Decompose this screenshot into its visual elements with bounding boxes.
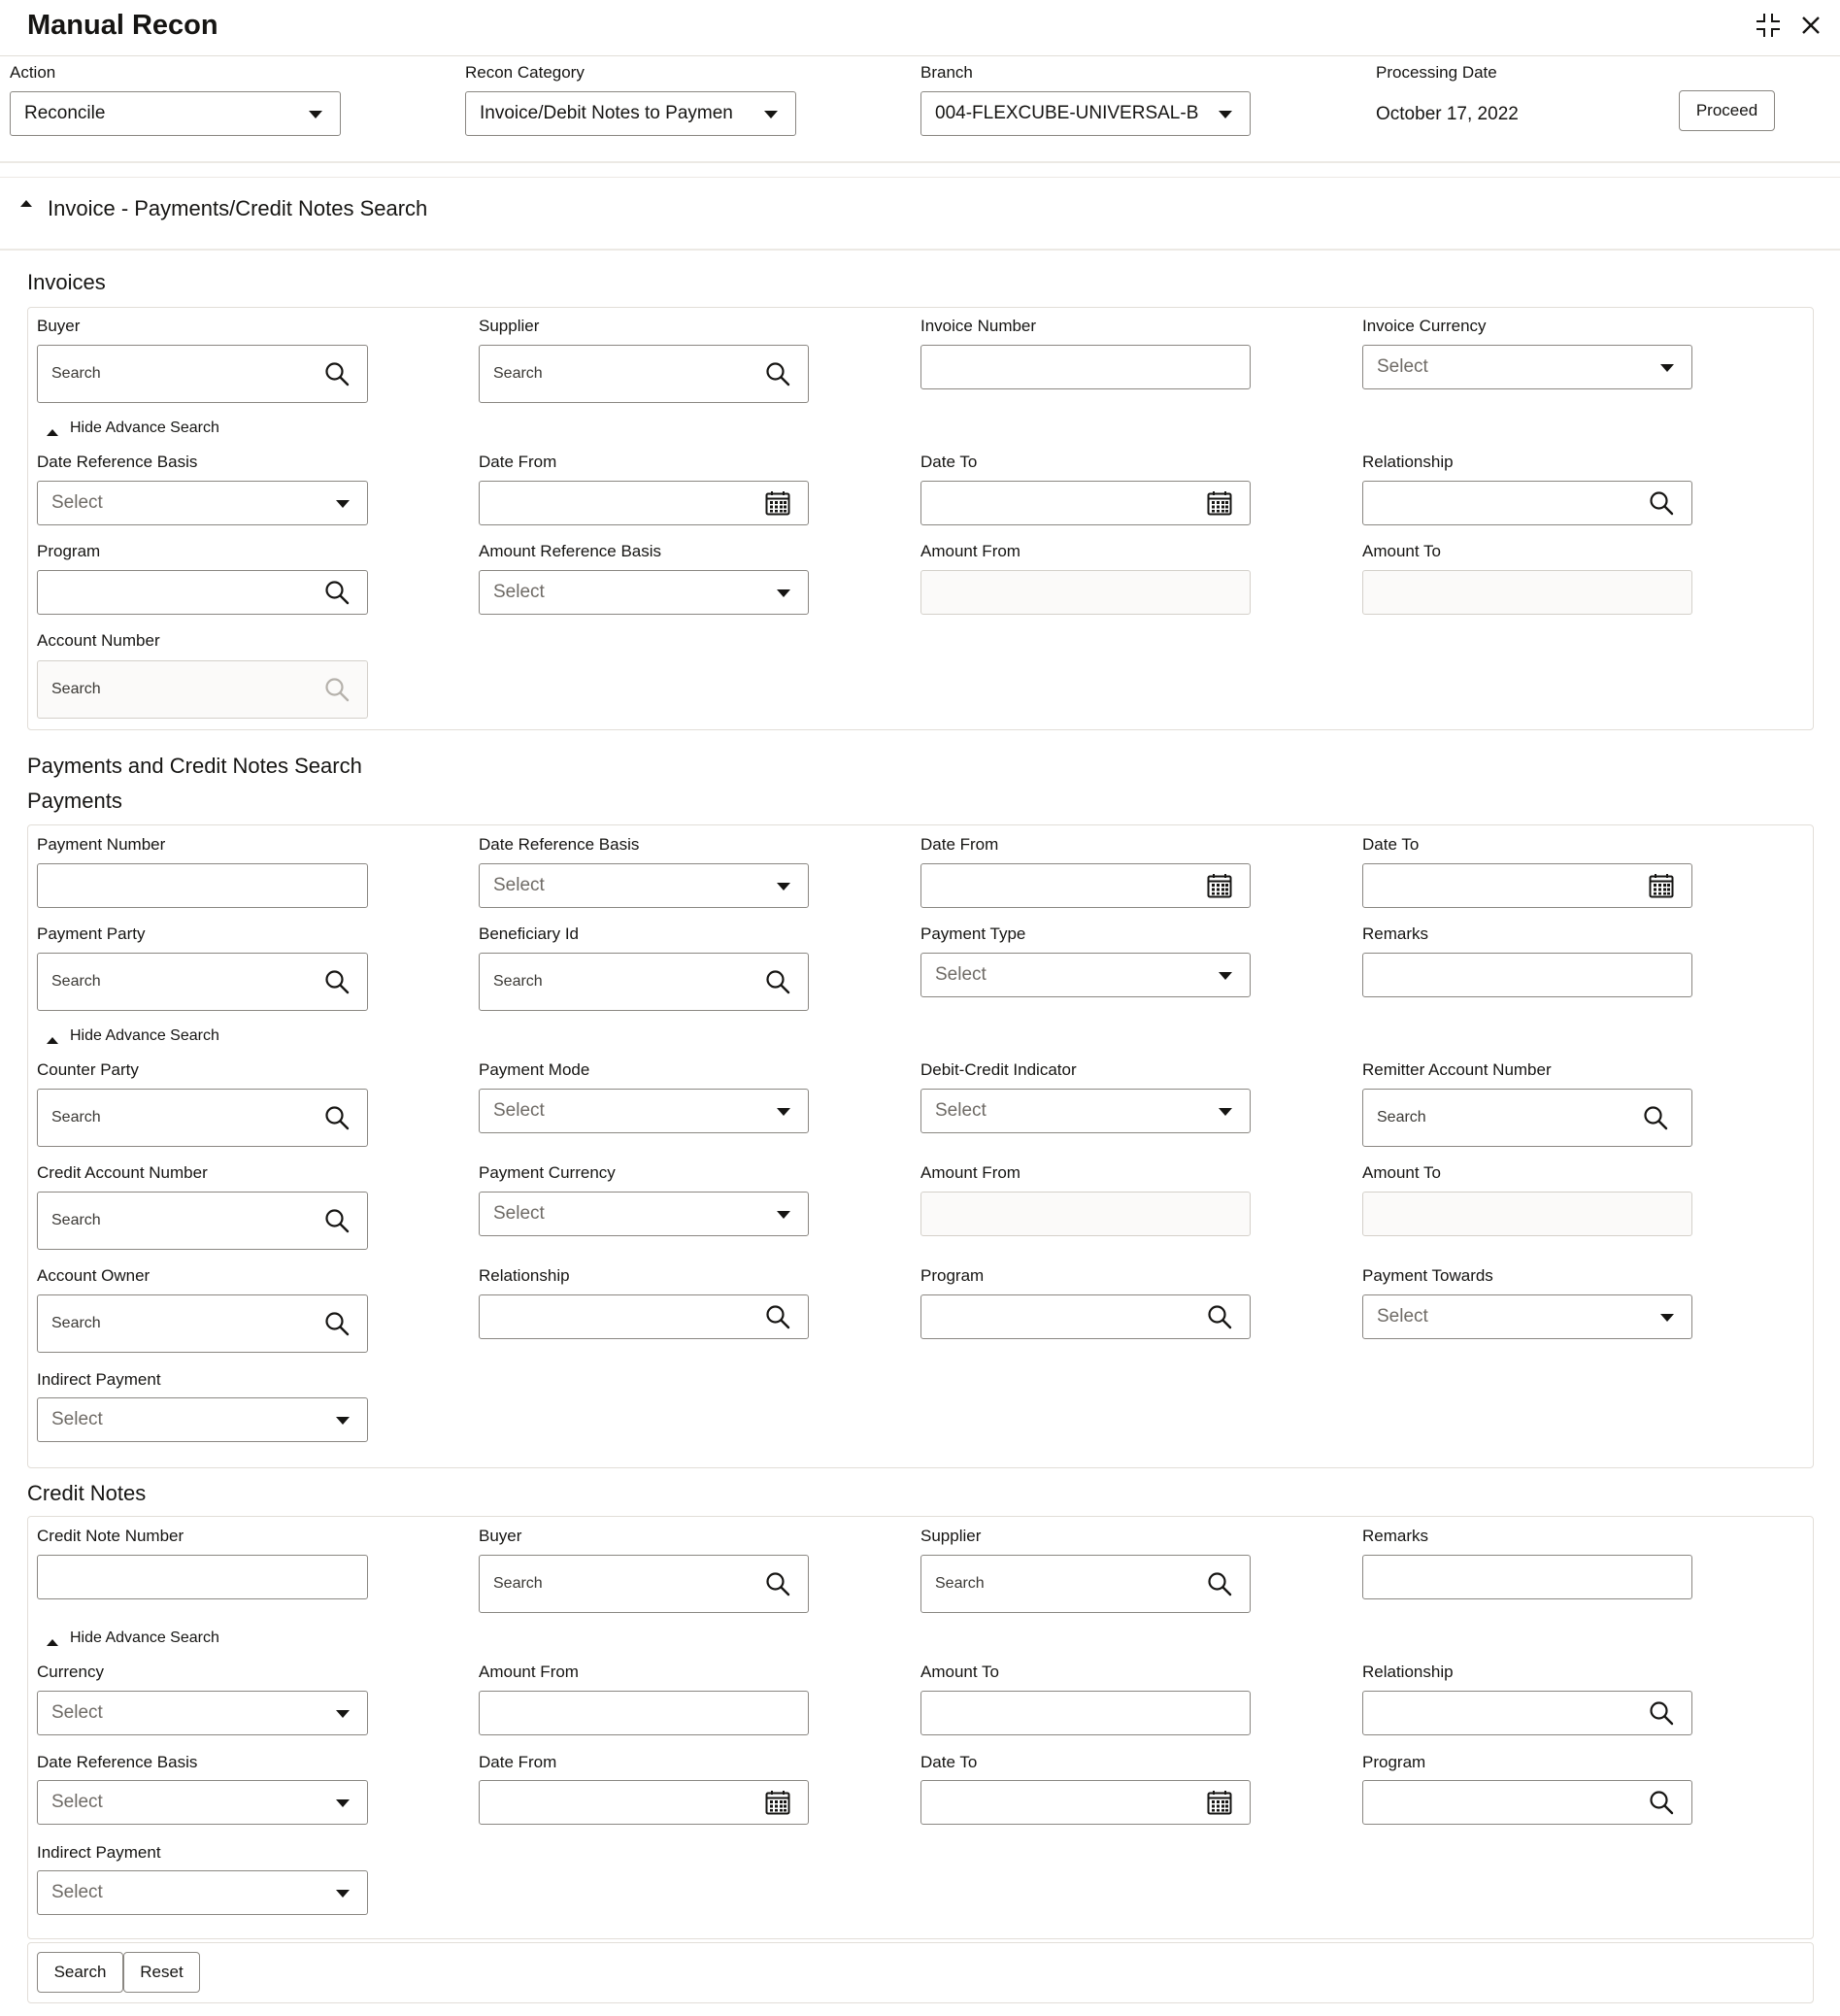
chevron-down-icon — [336, 1890, 350, 1898]
search-icon[interactable] — [1207, 1571, 1232, 1596]
payment-mode-label: Payment Mode — [479, 1060, 590, 1079]
search-icon[interactable] — [765, 361, 790, 386]
placeholder: Select — [493, 1203, 545, 1224]
hide-advance-label: Hide Advance Search — [70, 1630, 219, 1646]
cn-date-to-input[interactable] — [920, 1780, 1251, 1825]
account-owner-search[interactable] — [37, 1294, 368, 1353]
processing-date-label: Processing Date — [1376, 63, 1497, 82]
invoices-heading: Invoices — [27, 270, 106, 294]
credit-account-number-label: Credit Account Number — [37, 1163, 208, 1182]
chevron-down-icon — [777, 1108, 790, 1116]
remitter-account-number-label: Remitter Account Number — [1362, 1060, 1552, 1079]
calendar-icon[interactable] — [765, 1790, 790, 1815]
buyer-label: Buyer — [37, 317, 81, 335]
date-from-label: Date From — [479, 453, 557, 471]
search-icon[interactable] — [1649, 490, 1674, 516]
search-icon[interactable] — [324, 1311, 350, 1336]
invoice-date-to-input[interactable] — [920, 481, 1251, 525]
chevron-down-icon — [336, 500, 350, 508]
chevron-down-icon — [336, 1710, 350, 1718]
remitter-account-number-search[interactable] — [1362, 1089, 1692, 1147]
payment-amount-from-label: Amount From — [920, 1163, 1020, 1182]
section-title: Invoice - Payments/Credit Notes Search — [48, 196, 428, 220]
invoice-date-reference-basis-select[interactable] — [37, 481, 368, 525]
branch-select[interactable] — [920, 91, 1251, 136]
placeholder: Select — [1377, 1306, 1428, 1327]
cn-currency-select[interactable] — [37, 1691, 368, 1735]
payment-currency-label: Payment Currency — [479, 1163, 616, 1182]
proceed-button[interactable]: Proceed — [1679, 90, 1775, 131]
cn-date-to-label: Date To — [920, 1753, 978, 1771]
payment-program-search[interactable] — [920, 1294, 1251, 1339]
processing-date-value: October 17, 2022 — [1376, 104, 1519, 124]
reset-button[interactable]: Reset — [123, 1952, 200, 1993]
supplier-label: Supplier — [479, 317, 540, 335]
chevron-down-icon — [777, 1211, 790, 1219]
payment-amount-from-input[interactable] — [920, 1192, 1251, 1236]
chevron-down-icon — [777, 883, 790, 890]
payment-indirect-payment-select[interactable] — [37, 1397, 368, 1442]
search-icon[interactable] — [1643, 1105, 1668, 1130]
search-icon[interactable] — [324, 361, 350, 386]
recon-category-label: Recon Category — [465, 63, 585, 82]
chevron-down-icon — [336, 1417, 350, 1425]
counter-party-search[interactable] — [37, 1089, 368, 1147]
beneficiary-id-search[interactable] — [479, 953, 809, 1011]
placeholder: Search — [493, 365, 543, 382]
caret-up-icon — [47, 429, 58, 436]
cn-remarks-input[interactable] — [1362, 1555, 1692, 1599]
payment-type-select[interactable] — [920, 953, 1251, 997]
search-icon[interactable] — [324, 580, 350, 605]
chevron-down-icon — [336, 1799, 350, 1807]
chevron-down-icon — [1219, 972, 1232, 980]
collapse-caret-icon — [20, 200, 32, 207]
payment-hide-advance-search-link[interactable] — [48, 1027, 219, 1045]
placeholder: Select — [51, 1792, 103, 1812]
branch-label: Branch — [920, 63, 973, 82]
date-reference-basis-label: Date Reference Basis — [37, 453, 198, 471]
cn-relationship-label: Relationship — [1362, 1663, 1454, 1681]
cn-supplier-label: Supplier — [920, 1527, 982, 1545]
search-icon[interactable] — [1649, 1700, 1674, 1726]
payment-amount-to-label: Amount To — [1362, 1163, 1441, 1182]
calendar-icon[interactable] — [1649, 873, 1674, 898]
payment-mode-select[interactable] — [479, 1089, 809, 1133]
collapse-icon[interactable] — [1755, 12, 1782, 39]
amount-from-label: Amount From — [920, 542, 1020, 560]
payment-towards-label: Payment Towards — [1362, 1266, 1493, 1285]
program-label: Program — [37, 542, 101, 560]
account-owner-label: Account Owner — [37, 1266, 151, 1285]
calendar-icon[interactable] — [1207, 873, 1232, 898]
invoice-date-from-input[interactable] — [479, 481, 809, 525]
action-label: Action — [10, 63, 56, 82]
invoice-number-label: Invoice Number — [920, 317, 1037, 335]
placeholder: Search — [1377, 1109, 1426, 1126]
cn-program-search[interactable] — [1362, 1780, 1692, 1825]
placeholder: Search — [935, 1575, 985, 1592]
placeholder: Select — [493, 875, 545, 895]
amount-to-label: Amount To — [1362, 542, 1441, 560]
cn-indirect-payment-label: Indirect Payment — [37, 1843, 161, 1862]
placeholder: Search — [51, 1109, 101, 1126]
placeholder: Search — [51, 1212, 101, 1228]
placeholder: Select — [935, 964, 987, 985]
payments-heading: Payments — [27, 789, 122, 813]
placeholder: Select — [51, 492, 103, 513]
cn-relationship-search[interactable] — [1362, 1691, 1692, 1735]
invoice-currency-select[interactable] — [1362, 345, 1692, 389]
cn-buyer-label: Buyer — [479, 1527, 522, 1545]
payment-date-from-input[interactable] — [920, 863, 1251, 908]
search-button[interactable]: Search — [37, 1952, 123, 1993]
credit-note-number-label: Credit Note Number — [37, 1527, 184, 1545]
payment-number-label: Payment Number — [37, 835, 166, 854]
hide-advance-search-link[interactable] — [48, 420, 219, 437]
hide-advance-label: Hide Advance Search — [70, 1027, 219, 1044]
calendar-icon[interactable] — [1207, 1790, 1232, 1815]
placeholder: Select — [493, 582, 545, 602]
cn-remarks-label: Remarks — [1362, 1527, 1429, 1545]
invoice-currency-label: Invoice Currency — [1362, 317, 1487, 335]
payment-date-to-label: Date To — [1362, 835, 1420, 854]
invoice-amount-to-input[interactable] — [1362, 570, 1692, 615]
cn-amount-to-input[interactable] — [920, 1691, 1251, 1735]
search-icon[interactable] — [1207, 1304, 1232, 1329]
placeholder: Search — [493, 1575, 543, 1592]
placeholder: Select — [935, 1100, 987, 1121]
debit-credit-indicator-select[interactable] — [920, 1089, 1251, 1133]
chevron-down-icon — [1219, 111, 1232, 118]
invoice-number-input[interactable] — [920, 345, 1251, 389]
search-icon[interactable] — [765, 969, 790, 994]
cn-date-from-input[interactable] — [479, 1780, 809, 1825]
payment-number-input[interactable] — [37, 863, 368, 908]
cn-program-label: Program — [1362, 1753, 1426, 1771]
debit-credit-indicator-label: Debit-Credit Indicator — [920, 1060, 1077, 1079]
payments-credit-heading: Payments and Credit Notes Search — [27, 754, 362, 778]
close-icon[interactable] — [1797, 12, 1824, 39]
cn-hide-advance-search-link[interactable] — [48, 1630, 219, 1647]
invoice-buyer-search[interactable] — [37, 345, 368, 403]
payment-remarks-input[interactable] — [1362, 953, 1692, 997]
invoice-program-search[interactable] — [37, 570, 368, 615]
dialog-header — [0, 0, 1840, 56]
account-number-label: Account Number — [37, 631, 160, 650]
payment-amount-to-input[interactable] — [1362, 1192, 1692, 1236]
caret-up-icon — [47, 1639, 58, 1646]
amount-reference-basis-label: Amount Reference Basis — [479, 542, 662, 560]
indirect-payment-label: Indirect Payment — [37, 1370, 161, 1389]
cn-date-reference-basis-select[interactable] — [37, 1780, 368, 1825]
payment-party-search[interactable] — [37, 953, 368, 1011]
action-select[interactable] — [10, 91, 341, 136]
placeholder: Select — [51, 1409, 103, 1429]
search-icon[interactable] — [1649, 1790, 1674, 1815]
placeholder: Search — [493, 973, 543, 990]
calendar-icon[interactable] — [765, 490, 790, 516]
credit-notes-heading: Credit Notes — [27, 1481, 147, 1505]
placeholder: Search — [51, 973, 101, 990]
cn-amount-to-label: Amount To — [920, 1663, 999, 1681]
payment-date-reference-basis-label: Date Reference Basis — [479, 835, 640, 854]
search-section-header[interactable] — [0, 177, 1840, 251]
search-icon[interactable] — [765, 1571, 790, 1596]
search-icon[interactable] — [324, 1105, 350, 1130]
amount-reference-basis-select[interactable] — [479, 570, 809, 615]
cn-date-reference-basis-label: Date Reference Basis — [37, 1753, 198, 1771]
placeholder: Select — [51, 1882, 103, 1902]
chevron-down-icon — [1660, 364, 1674, 372]
payment-towards-select[interactable] — [1362, 1294, 1692, 1339]
cn-indirect-payment-select[interactable] — [37, 1870, 368, 1915]
caret-up-icon — [47, 1037, 58, 1044]
chevron-down-icon — [777, 589, 790, 597]
placeholder: Search — [51, 365, 101, 382]
invoice-account-number-search[interactable] — [37, 660, 368, 719]
credit-note-number-input[interactable] — [37, 1555, 368, 1599]
date-to-label: Date To — [920, 453, 978, 471]
search-icon[interactable] — [324, 677, 350, 702]
payment-type-label: Payment Type — [920, 924, 1026, 943]
payment-party-label: Payment Party — [37, 924, 146, 943]
invoice-amount-from-input[interactable] — [920, 570, 1251, 615]
payment-program-label: Program — [920, 1266, 985, 1285]
relationship-label: Relationship — [1362, 453, 1454, 471]
payment-remarks-label: Remarks — [1362, 924, 1429, 943]
cn-currency-label: Currency — [37, 1663, 104, 1681]
cn-date-from-label: Date From — [479, 1753, 557, 1771]
payment-relationship-search[interactable] — [479, 1294, 809, 1339]
payment-date-from-label: Date From — [920, 835, 999, 854]
invoice-supplier-search[interactable] — [479, 345, 809, 403]
recon-category-select[interactable] — [465, 91, 796, 136]
cn-buyer-search[interactable] — [479, 1555, 809, 1613]
chevron-down-icon — [764, 111, 778, 118]
credit-account-number-search[interactable] — [37, 1192, 368, 1250]
counter-party-label: Counter Party — [37, 1060, 139, 1079]
chevron-down-icon — [309, 111, 322, 118]
payment-date-to-input[interactable] — [1362, 863, 1692, 908]
search-icon[interactable] — [324, 1208, 350, 1233]
invoice-relationship-search[interactable] — [1362, 481, 1692, 525]
placeholder: Select — [493, 1100, 545, 1121]
footer-actions-panel — [27, 1942, 1814, 2003]
chevron-down-icon — [1660, 1314, 1674, 1322]
payment-date-reference-basis-select[interactable] — [479, 863, 809, 908]
placeholder: Select — [1377, 356, 1428, 377]
page-title: Manual Recon — [27, 10, 218, 41]
branch-value: 004-FLEXCUBE-UNIVERSAL-B — [935, 103, 1199, 123]
placeholder: Select — [51, 1702, 103, 1723]
cn-supplier-search[interactable] — [920, 1555, 1251, 1613]
cn-amount-from-label: Amount From — [479, 1663, 579, 1681]
calendar-icon[interactable] — [1207, 490, 1232, 516]
placeholder: Search — [51, 681, 101, 697]
search-icon[interactable] — [324, 969, 350, 994]
chevron-down-icon — [1219, 1108, 1232, 1116]
placeholder: Search — [51, 1315, 101, 1331]
cn-amount-from-input[interactable] — [479, 1691, 809, 1735]
search-icon[interactable] — [765, 1304, 790, 1329]
payment-relationship-label: Relationship — [479, 1266, 570, 1285]
recon-category-value: Invoice/Debit Notes to Paymen — [480, 103, 733, 123]
beneficiary-id-label: Beneficiary Id — [479, 924, 579, 943]
hide-advance-label: Hide Advance Search — [70, 420, 219, 436]
action-value: Reconcile — [24, 103, 106, 123]
payment-currency-select[interactable] — [479, 1192, 809, 1236]
